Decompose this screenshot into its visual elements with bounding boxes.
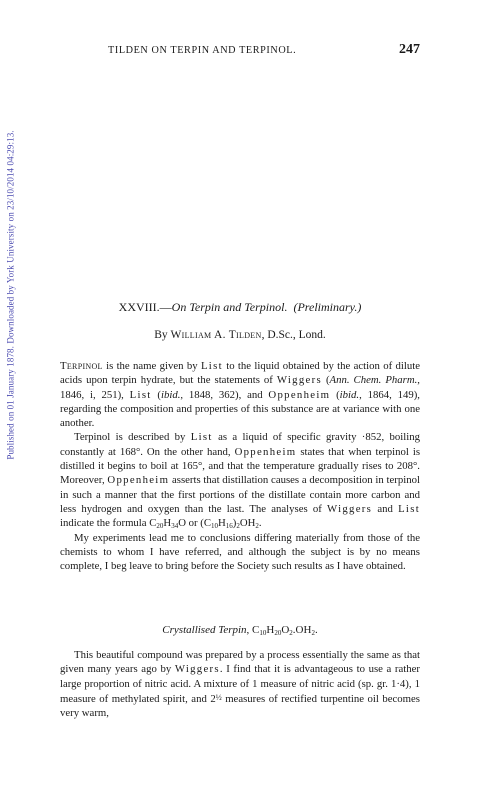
running-head	[108, 42, 420, 58]
paragraph: This beautiful compound was prepared by a process essentially the same as that given many years ago by Wiggers. I find that it is advantageous to use a rather large proportion of nitric acid. A mixture of 1 measure of nitric acid (sp. gr. 1·4), 1 measure of methylated spirit, and 2½ measures of rectified turpentine oil becomes very warm,	[60, 649, 420, 720]
author-name: William A. Tilden	[170, 329, 262, 341]
byline: By William A. Tilden, D.Sc., Lond.	[154, 329, 326, 341]
author-credentials: , D.Sc., Lond.	[261, 329, 326, 341]
running-title: TILDEN ON TERPIN AND TERPINOL.	[108, 45, 297, 56]
article-text-continued	[60, 648, 420, 720]
section-heading: Crystallised Terpin, $C_{10}H_{20}O_2.OH_2$.	[162, 624, 318, 637]
article-number: XXVIII.	[118, 300, 160, 314]
article-title-main: On Terpin and Terpinol.	[171, 300, 288, 314]
paragraph: Terpinol is the name given by List to the liquid obtained by the action of dilute acids upon terpin hydrate, but the statements of Wiggers (Ann. Chem. Pharm., 1846, i, 251), List (ibid., 1848, 362), and Oppenheim (ibid., 1864, 149), regarding the composition and properties of this substance are at variance with one another.	[60, 360, 421, 430]
article-title: XXVIII.—On Terpin and Terpinol. (Preliminary.)	[118, 300, 362, 314]
paragraph: My experiments lead me to conclusions differing materially from those of the chemists to whom I have referred, and although the subject is by no means complete, I beg leave to bring before the Society such results as I have obtained.	[60, 531, 420, 573]
publication-stamp: Published on 01 January 1878. Downloaded by York University on 23/10/2014 04:29:13.	[6, 130, 17, 460]
article-text	[60, 359, 420, 573]
paragraph: Terpinol is described by List as a liquid of specific gravity ·852, boiling constantly at 168°. On the other hand, Oppenheim states that when terpinol is distilled it begins to boil at 165°, and that the temperature gradually rises to 208°. Moreover, Oppenheim asserts that distillation causes a decomposition in terpinol in such a manner that the first portions of the distillate contain more carbon and less hydrogen and oxygen than the last. The analyses of Wiggers and List indicate the formula $C_{20}H_{34}O$ or $(C_{10}H_{16})_2OH_2$.	[60, 431, 421, 531]
section-formula: $C_{10}H_{20}O_2.OH_2$.	[252, 624, 318, 637]
article-title-note: (Preliminary.)	[293, 300, 362, 314]
page-number: 247	[399, 42, 420, 57]
